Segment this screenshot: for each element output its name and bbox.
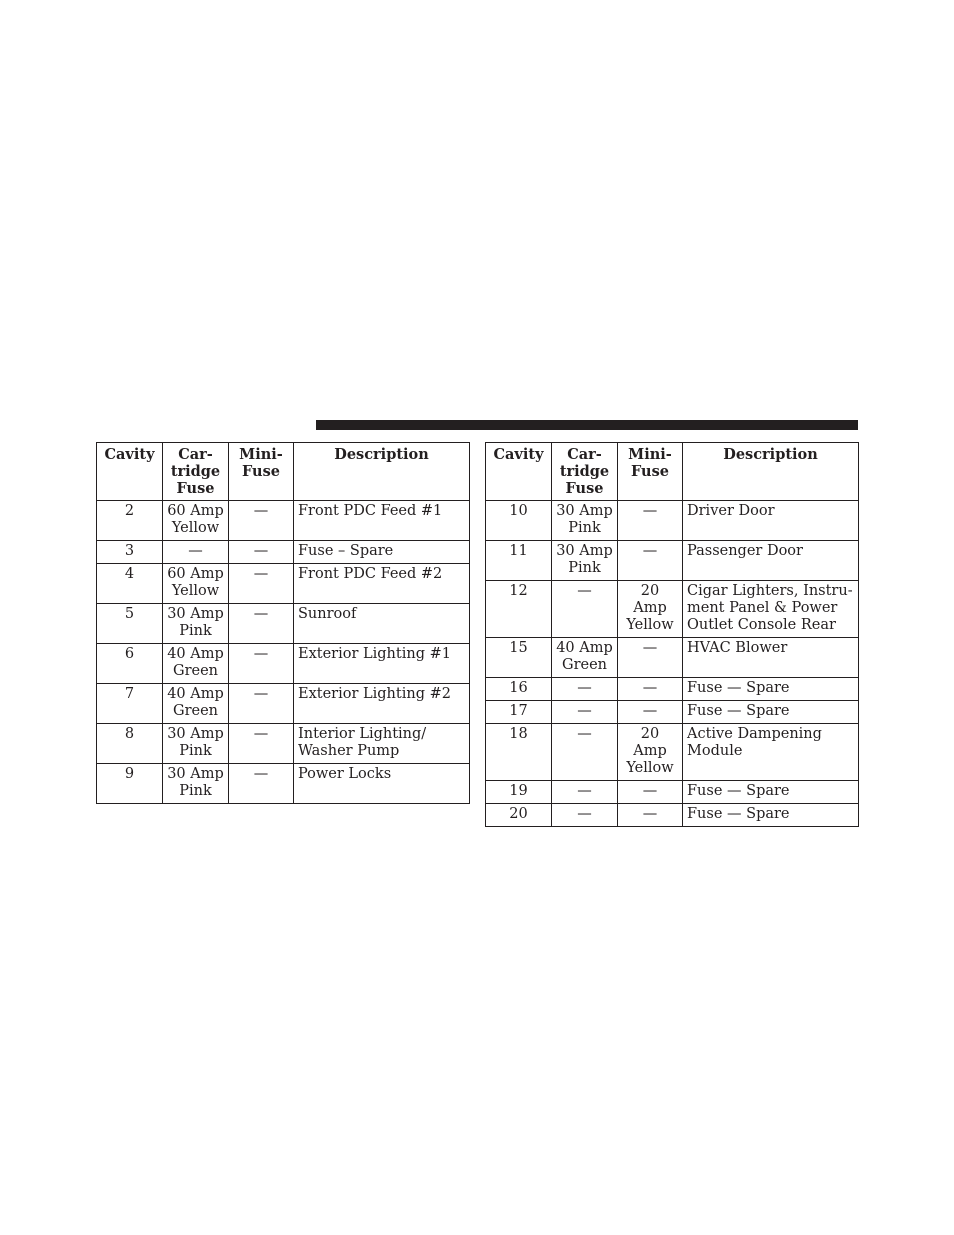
mini-fuse-cell: — (618, 804, 683, 827)
cavity-cell: 10 (486, 501, 552, 541)
cavity-cell: 3 (97, 541, 163, 564)
mini-fuse-cell: — (229, 644, 294, 684)
cavity-cell: 7 (97, 684, 163, 724)
header-cartridge-fuse: Car- tridge Fuse (163, 443, 229, 501)
mini-fuse-cell: — (229, 764, 294, 804)
header-description: Description (294, 443, 470, 501)
table-row (486, 724, 859, 781)
table-row (97, 501, 470, 541)
table-row (486, 501, 859, 541)
cartridge-fuse-cell: — (552, 804, 618, 827)
mini-fuse-cell: — (229, 564, 294, 604)
cartridge-fuse-cell: — (552, 781, 618, 804)
table-row (97, 541, 470, 564)
mini-fuse-cell: — (229, 684, 294, 724)
table-row (486, 581, 859, 638)
cartridge-fuse-cell: 30 Amp Pink (163, 764, 229, 804)
description-cell: Power Locks (294, 764, 470, 804)
table-row (486, 804, 859, 827)
table-row (486, 541, 859, 581)
header-cavity: Cavity (486, 443, 552, 501)
cartridge-fuse-cell: 60 Amp Yellow (163, 501, 229, 541)
mini-fuse-cell: 20 Amp Yellow (618, 581, 683, 638)
table-header-row (97, 443, 470, 501)
description-cell: Front PDC Feed #1 (294, 501, 470, 541)
mini-fuse-cell: 20 Amp Yellow (618, 724, 683, 781)
mini-fuse-cell: — (618, 501, 683, 541)
cavity-cell: 15 (486, 638, 552, 678)
cartridge-fuse-cell: — (552, 701, 618, 724)
description-cell: Front PDC Feed #2 (294, 564, 470, 604)
mini-fuse-cell: — (229, 541, 294, 564)
description-cell: Fuse — Spare (683, 781, 859, 804)
description-cell: Fuse – Spare (294, 541, 470, 564)
header-cartridge-fuse: Car- tridge Fuse (552, 443, 618, 501)
header-mini-fuse: Mini- Fuse (229, 443, 294, 501)
cartridge-fuse-cell: — (552, 678, 618, 701)
section-header-bar (316, 420, 858, 430)
cartridge-fuse-cell: 40 Amp Green (163, 644, 229, 684)
cartridge-fuse-cell: — (552, 724, 618, 781)
mini-fuse-cell: — (618, 701, 683, 724)
mini-fuse-cell: — (618, 541, 683, 581)
description-cell: Exterior Lighting #1 (294, 644, 470, 684)
description-cell: Sunroof (294, 604, 470, 644)
table-row (486, 701, 859, 724)
cartridge-fuse-cell: — (163, 541, 229, 564)
table-row (486, 638, 859, 678)
description-cell: Interior Lighting/ Washer Pump (294, 724, 470, 764)
mini-fuse-cell: — (618, 781, 683, 804)
table-row (97, 724, 470, 764)
description-cell: Cigar Lighters, Instru- ment Panel & Power Outlet Console Rear (683, 581, 859, 638)
mini-fuse-cell: — (618, 638, 683, 678)
cavity-cell: 16 (486, 678, 552, 701)
description-cell: Exterior Lighting #2 (294, 684, 470, 724)
cavity-cell: 11 (486, 541, 552, 581)
table-row (486, 781, 859, 804)
table-row (97, 684, 470, 724)
cartridge-fuse-cell: 40 Amp Green (163, 684, 229, 724)
table-row (486, 678, 859, 701)
cartridge-fuse-cell: 30 Amp Pink (552, 501, 618, 541)
header-description: Description (683, 443, 859, 501)
cartridge-fuse-cell: 30 Amp Pink (163, 604, 229, 644)
table-row (97, 604, 470, 644)
fuse-table-left (96, 442, 470, 804)
description-cell: Driver Door (683, 501, 859, 541)
cavity-cell: 8 (97, 724, 163, 764)
cavity-cell: 18 (486, 724, 552, 781)
description-cell: Passenger Door (683, 541, 859, 581)
mini-fuse-cell: — (618, 678, 683, 701)
cavity-cell: 4 (97, 564, 163, 604)
description-cell: Fuse — Spare (683, 701, 859, 724)
table-row (97, 764, 470, 804)
table-row (97, 644, 470, 684)
cavity-cell: 2 (97, 501, 163, 541)
header-cavity: Cavity (97, 443, 163, 501)
description-cell: Fuse — Spare (683, 678, 859, 701)
description-cell: Fuse — Spare (683, 804, 859, 827)
mini-fuse-cell: — (229, 724, 294, 764)
cavity-cell: 6 (97, 644, 163, 684)
fuse-table-right (485, 442, 859, 827)
cavity-cell: 5 (97, 604, 163, 644)
cartridge-fuse-cell: 40 Amp Green (552, 638, 618, 678)
cavity-cell: 20 (486, 804, 552, 827)
cartridge-fuse-cell: 60 Amp Yellow (163, 564, 229, 604)
cavity-cell: 19 (486, 781, 552, 804)
table-row (97, 564, 470, 604)
cavity-cell: 17 (486, 701, 552, 724)
cavity-cell: 12 (486, 581, 552, 638)
cavity-cell: 9 (97, 764, 163, 804)
mini-fuse-cell: — (229, 604, 294, 644)
description-cell: Active Dampening Module (683, 724, 859, 781)
header-mini-fuse: Mini- Fuse (618, 443, 683, 501)
table-header-row (486, 443, 859, 501)
cartridge-fuse-cell: 30 Amp Pink (163, 724, 229, 764)
cartridge-fuse-cell: — (552, 581, 618, 638)
description-cell: HVAC Blower (683, 638, 859, 678)
mini-fuse-cell: — (229, 501, 294, 541)
cartridge-fuse-cell: 30 Amp Pink (552, 541, 618, 581)
